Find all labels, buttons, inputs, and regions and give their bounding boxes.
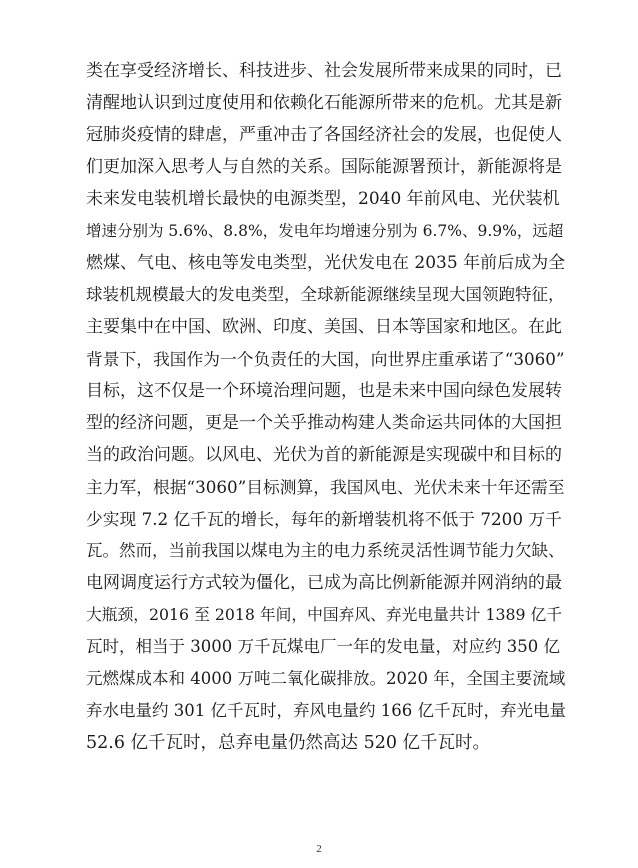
text-line: 目标，这不仅是一个环境治理问题，也是未来中国向绿色发展转 [86,381,562,401]
text-line: 当的政治问题。以风电、光伏为首的新能源是实现碳中和目标的 [86,445,562,465]
text-line: 类在享受经济增长、科技进步、社会发展所带来成果的同时，已 [86,61,562,81]
text-line: 主力军，根据“3060”目标测算，我国风电、光伏未来十年还需至 [86,477,565,497]
text-line: 增速分别为 5.6%、8.8%，发电年均增速分别为 6.7%、9.9%，远超 [86,222,564,240]
text-line: 少实现 7.2 亿千瓦的增长，每年的新增装机将不低于 7200 万千 [86,509,562,529]
text-line: 清醒地认识到过度使用和依赖化石能源所带来的危机。尤其是新 [86,93,562,113]
text-line: 弃水电量约 301 亿千瓦时，弃风电量约 166 亿千瓦时，弃光电量 [86,701,566,720]
text-line: 52.6 亿千瓦时，总弃电量仍然高达 520 亿千瓦时。 [86,733,491,753]
text-line: 球装机规模最大的发电类型，全球新能源继续呈现大国领跑特征， [86,285,565,304]
text-line: 电网调度运行方式较为僵化，已成为高比例新能源并网消纳的最 [86,573,562,593]
text-line: 主要集中在中国、欧洲、印度、美国、日本等国家和地区。在此 [86,317,562,337]
text-line: 背景下，我国作为一个负责任的大国，向世界庄重承诺了“3060” [86,349,565,369]
text-line: 大瓶颈，2016 至 2018 年间，中国弃风、弃光电量共计 1389 亿千 [86,605,563,624]
text-line: 们更加深入思考人与自然的关系。国际能源署预计，新能源将是 [86,157,562,177]
text-line: 瓦时，相当于 3000 万千瓦煤电厂一年的发电量，对应约 350 亿 [86,637,560,656]
text-line: 型的经济问题，更是一个关乎推动构建人类命运共同体的大国担 [86,413,562,433]
text-line: 元燃煤成本和 4000 万吨二氧化碳排放。2020 年，全国主要流域 [86,669,566,688]
text-line: 燃煤、气电、核电等发电类型，光伏发电在 2035 年前后成为全 [86,253,566,273]
page-number: 2 [316,843,322,855]
text-line: 未来发电装机增长最快的电源类型，2040 年前风电、光伏装机 [86,189,560,209]
text-line: 瓦。然而，当前我国以煤电为主的电力系统灵活性调节能力欠缺、 [86,541,565,560]
text-line: 冠肺炎疫情的肆虐，严重冲击了各国经济社会的发展，也促使人 [86,125,562,145]
